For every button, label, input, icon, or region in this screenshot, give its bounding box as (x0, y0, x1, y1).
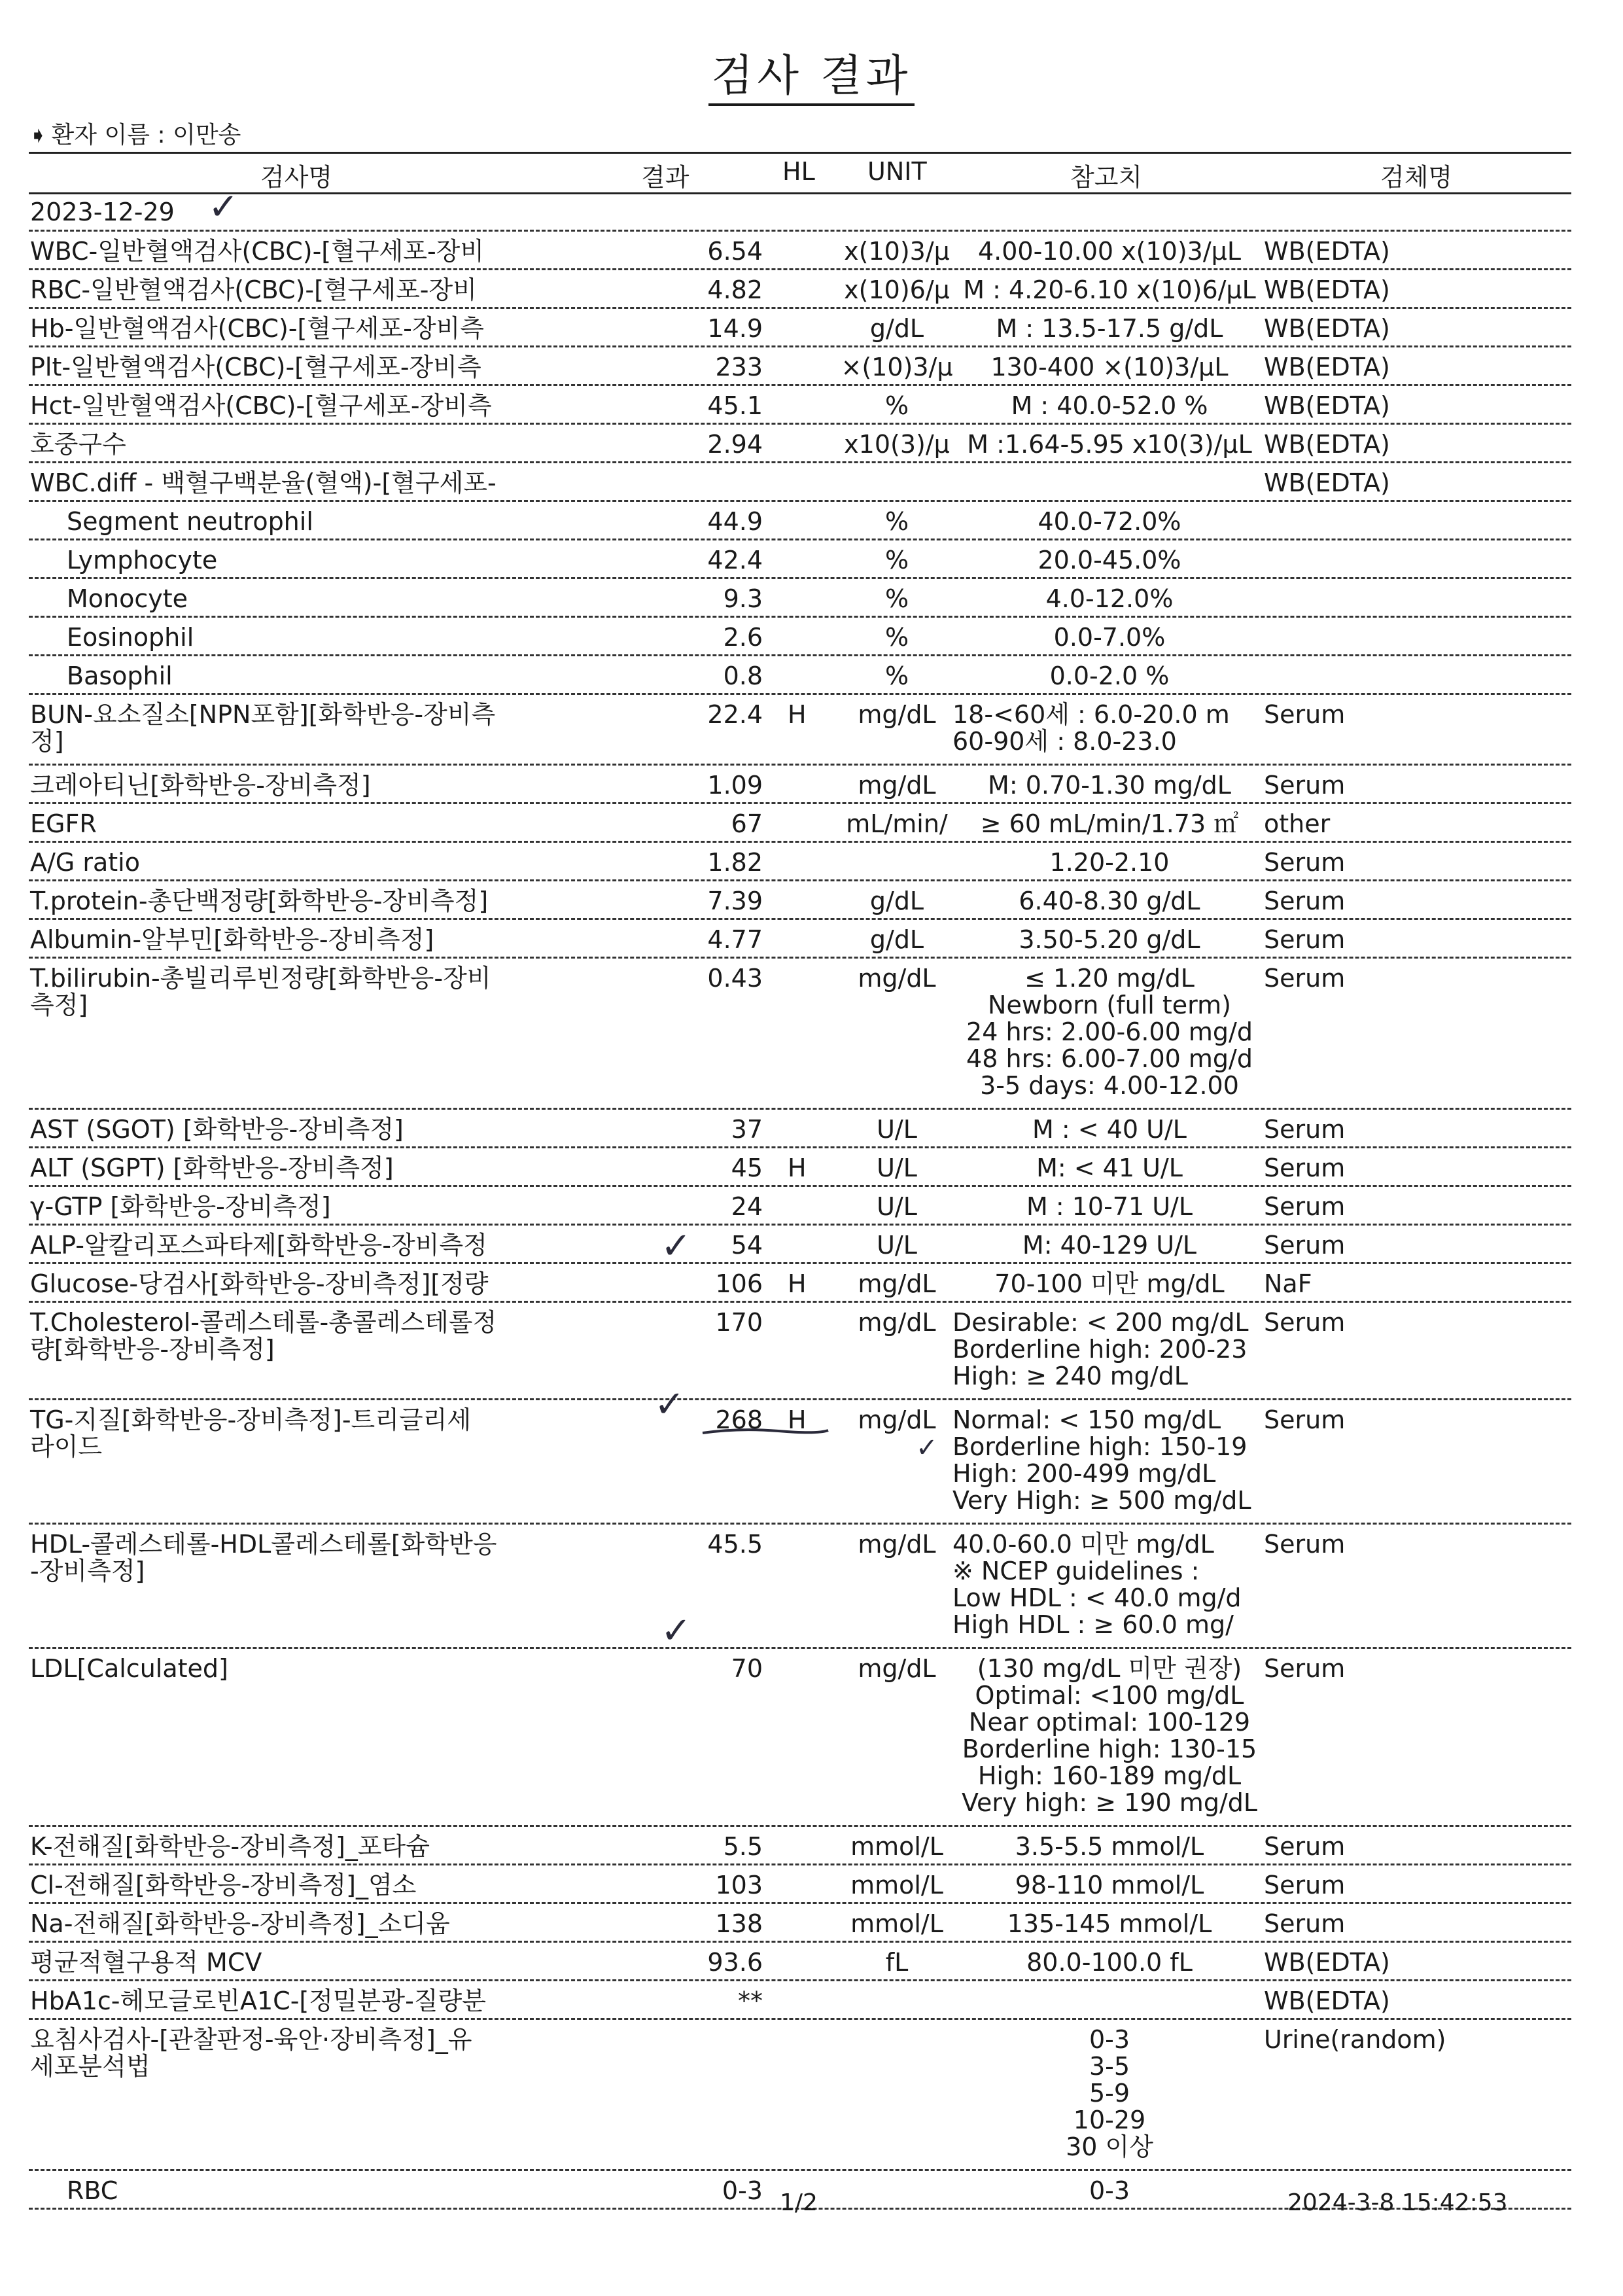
hl-flag: H (788, 1405, 807, 1434)
reference-range: 6.40-8.30 g/dL (1019, 887, 1200, 915)
test-name: K-전해질[화학반응-장비측정]_포타슘 (30, 1832, 430, 1861)
header-name: 검사명 (260, 163, 333, 192)
specimen: Serum (1264, 964, 1346, 993)
table-row (0, 232, 1623, 270)
handwritten-check-icon: ✓ (661, 1225, 691, 1267)
reference-range: 80.0-100.0 fL (1026, 1948, 1193, 1977)
test-name: Eosinophil (67, 623, 194, 652)
reference-range: Normal: < 150 mg/dL Borderline high: 150-19 High: 200-499 mg/dL Very High: ≥ 500 mg/dL (952, 1405, 1251, 1515)
table-row (0, 347, 1623, 386)
test-name: 크레아티닌[화학반응-장비측정] (30, 771, 371, 800)
table-row (0, 766, 1623, 804)
reference-range: M :1.64-5.95 x10(3)/μL (967, 430, 1252, 459)
test-name: EGFR (30, 809, 97, 838)
table-row (0, 579, 1623, 618)
unit: % (884, 623, 909, 652)
specimen: WB(EDTA) (1264, 237, 1390, 266)
result-value: 54 (731, 1231, 763, 1260)
reference-range: 40.0-72.0% (1038, 507, 1181, 536)
result-value: 6.54 (707, 237, 763, 266)
result-value: 24 (731, 1192, 763, 1221)
unit: mg/dL (858, 1405, 936, 1434)
date-row (0, 194, 1623, 232)
specimen: WB(EDTA) (1264, 353, 1390, 381)
table-row (0, 1303, 1623, 1400)
test-name: T.protein-총단백정량[화학반응-장비측정] (30, 887, 489, 915)
handwritten-underline (700, 1425, 831, 1438)
specimen: Serum (1264, 1192, 1346, 1221)
test-name: γ-GTP [화학반응-장비측정] (30, 1192, 331, 1221)
result-value: 4.77 (707, 925, 763, 954)
table-row (0, 309, 1623, 347)
test-name: ALT (SGPT) [화학반응-장비측정] (30, 1154, 394, 1182)
patient-line (29, 116, 241, 150)
specimen: Serum (1264, 1530, 1346, 1559)
test-name: Lymphocyte (67, 546, 218, 574)
table-header (0, 157, 1623, 190)
specimen: Serum (1264, 1154, 1346, 1182)
header-unit: UNIT (867, 157, 927, 186)
result-value: 106 (715, 1269, 763, 1298)
result-value: 67 (731, 809, 763, 838)
date-value: 2023-12-29 (30, 198, 175, 226)
table-row (0, 959, 1623, 1110)
result-value: 14.9 (707, 314, 763, 343)
test-name: Plt-일반혈액검사(CBC)-[혈구세포-장비측 (30, 353, 481, 381)
table-row (0, 540, 1623, 579)
reference-range: 4.00-10.00 x(10)3/μL (977, 237, 1241, 266)
table-row (0, 1865, 1623, 1904)
unit: g/dL (869, 887, 924, 915)
test-name: 평균적혈구용적 MCV (30, 1948, 262, 1977)
result-value: 233 (715, 353, 763, 381)
reference-range: 0-3 3-5 5-9 10-29 30 이상 (1066, 2025, 1153, 2161)
reference-range: 40.0-60.0 미만 mg/dL ※ NCEP guidelines : Low HDL : < 40.0 mg/d High HDL : ≥ 60.0 mg/ (952, 1530, 1242, 1639)
specimen: WB(EDTA) (1264, 275, 1390, 304)
hl-flag: H (788, 700, 807, 729)
reference-range: 3.50-5.20 g/dL (1019, 925, 1200, 954)
test-name: WBC.diff - 백혈구백분율(혈액)-[혈구세포- (30, 468, 497, 497)
header-top-rule (29, 152, 1571, 154)
unit: mg/dL (858, 964, 936, 993)
page-number: 1/2 (780, 2189, 818, 2216)
unit: ×(10)3/μ (841, 353, 953, 381)
header-hl: HL (782, 157, 815, 186)
specimen: Serum (1264, 1832, 1346, 1861)
specimen: Serum (1264, 1654, 1346, 1683)
specimen: Serum (1264, 925, 1346, 954)
reference-range: 0.0-2.0 % (1049, 662, 1170, 690)
unit: mg/dL (858, 1308, 936, 1337)
reference-range: 3.5-5.5 mmol/L (1015, 1832, 1204, 1861)
unit: % (884, 584, 909, 613)
unit: % (884, 662, 909, 690)
test-name: BUN-요소질소[NPN포함][화학반응-장비측 정] (30, 700, 496, 756)
unit: U/L (877, 1192, 917, 1221)
test-name: Segment neutrophil (67, 507, 313, 536)
result-value: 170 (715, 1308, 763, 1337)
table-row (0, 502, 1623, 540)
unit: x10(3)/μ (844, 430, 950, 459)
table-row (0, 1264, 1623, 1303)
reference-range: 98-110 mmol/L (1015, 1871, 1204, 1899)
result-value: 70 (731, 1654, 763, 1683)
reference-range: Desirable: < 200 mg/dL Borderline high: 200-23 High: ≥ 240 mg/dL (952, 1308, 1249, 1390)
table-row (0, 695, 1623, 766)
reference-range: M : 13.5-17.5 g/dL (996, 314, 1223, 343)
specimen: other (1264, 809, 1331, 838)
reference-range: 135-145 mmol/L (1007, 1909, 1212, 1938)
test-name: ALP-알칼리포스파타제[화학반응-장비측정 (30, 1231, 487, 1260)
result-value: 1.09 (707, 771, 763, 800)
specimen: WB(EDTA) (1264, 468, 1390, 497)
table-row (0, 1148, 1623, 1187)
table-row (0, 804, 1623, 843)
specimen: Serum (1264, 887, 1346, 915)
unit: mmol/L (850, 1909, 943, 1938)
test-name: Na-전해질[화학반응-장비측정]_소디움 (30, 1909, 450, 1938)
header-result: 결과 (641, 163, 689, 192)
specimen: Urine(random) (1264, 2025, 1446, 2054)
unit: U/L (877, 1154, 917, 1182)
reference-range: M: 40-129 U/L (1022, 1231, 1197, 1260)
specimen: NaF (1264, 1269, 1312, 1298)
unit: mmol/L (850, 1871, 943, 1899)
specimen: WB(EDTA) (1264, 1987, 1390, 2015)
result-value: 37 (731, 1115, 763, 1144)
result-value: 4.82 (707, 275, 763, 304)
specimen: Serum (1264, 1909, 1346, 1938)
table-row (0, 1827, 1623, 1865)
unit: x(10)6/μ (844, 275, 950, 304)
test-name: 요침사검사-[관찰판정-육안·장비측정]_유 세포분석법 (30, 2025, 472, 2081)
table-row (0, 1110, 1623, 1148)
arrow-bullet-icon: ➧ (29, 122, 48, 149)
table-row (0, 1400, 1623, 1525)
specimen: WB(EDTA) (1264, 1948, 1390, 1977)
reference-range: (130 mg/dL 미만 권장) Optimal: <100 mg/dL Near optimal: 100-129 Borderline high: 130-15 High: 160-189 mg/dL Very high: ≥ 190 mg/dL (961, 1654, 1258, 1817)
reference-range: 1.20-2.10 (1049, 848, 1170, 877)
result-value: 45.1 (707, 391, 763, 420)
test-name: RBC (67, 2176, 118, 2205)
result-value: 9.3 (723, 584, 763, 613)
reference-range: M : 10-71 U/L (1026, 1192, 1193, 1221)
test-name: Albumin-알부민[화학반응-장비측정] (30, 925, 434, 954)
table-row (0, 1943, 1623, 1981)
result-value: 93.6 (707, 1948, 763, 1977)
test-name: HbA1c-헤모글로빈A1C-[정밀분광-질량분 (30, 1987, 486, 2015)
specimen: Serum (1264, 1115, 1346, 1144)
reference-range: 70-100 미만 mg/dL (994, 1269, 1225, 1298)
table-row (0, 843, 1623, 881)
unit: % (884, 507, 909, 536)
handwritten-check-icon: ✓ (916, 1433, 938, 1463)
table-row (0, 1649, 1623, 1827)
table-row (0, 881, 1623, 920)
result-value: 0.8 (723, 662, 763, 690)
test-name: Basophil (67, 662, 173, 690)
unit: g/dL (869, 925, 924, 954)
specimen: WB(EDTA) (1264, 391, 1390, 420)
result-value: 0-3 (722, 2176, 763, 2205)
result-value: 44.9 (707, 507, 763, 536)
result-value: ** (738, 1987, 763, 2015)
unit: % (884, 546, 909, 574)
result-value: 7.39 (707, 887, 763, 915)
reference-range: M: 0.70-1.30 mg/dL (988, 771, 1231, 800)
test-name: TG-지질[화학반응-장비측정]-트리글리세 라이드 (30, 1405, 472, 1461)
reference-range: M : 40.0-52.0 % (1011, 391, 1208, 420)
specimen: Serum (1264, 700, 1346, 729)
result-value: 45.5 (707, 1530, 763, 1559)
test-name: A/G ratio (30, 848, 140, 877)
test-name: Cl-전해질[화학반응-장비측정]_염소 (30, 1871, 417, 1899)
patient-label: 환자 이름 : 이만송 (51, 122, 241, 149)
table-row (0, 1525, 1623, 1649)
unit: mg/dL (858, 700, 936, 729)
header-ref: 참고치 (1070, 163, 1143, 192)
unit: fL (885, 1948, 909, 1977)
specimen: WB(EDTA) (1264, 314, 1390, 343)
handwritten-check-icon: ✓ (654, 1383, 685, 1426)
header-specimen: 검체명 (1380, 163, 1453, 192)
result-value: 103 (715, 1871, 763, 1899)
test-name: Hb-일반혈액검사(CBC)-[혈구세포-장비측 (30, 314, 484, 343)
result-value: 268 (715, 1405, 763, 1434)
table-row (0, 656, 1623, 695)
reference-range: ≥ 60 mL/min/1.73 ㎡ (980, 809, 1239, 838)
handwritten-check-icon: ✓ (661, 1610, 691, 1652)
unit: mg/dL (858, 771, 936, 800)
result-value: 45 (731, 1154, 763, 1182)
unit: mL/min/ (846, 809, 948, 838)
result-value: 138 (715, 1909, 763, 1938)
test-name: RBC-일반혈액검사(CBC)-[혈구세포-장비 (30, 275, 477, 304)
table-row (0, 270, 1623, 309)
specimen: Serum (1264, 1308, 1346, 1337)
hl-flag: H (788, 1269, 807, 1298)
result-value: 1.82 (707, 848, 763, 877)
unit: U/L (877, 1231, 917, 1260)
print-timestamp: 2024-3-8 15:42:53 (1287, 2189, 1508, 2216)
reference-range: 0.0-7.0% (1053, 623, 1166, 652)
table-row (0, 1187, 1623, 1226)
test-name: Monocyte (67, 584, 188, 613)
unit: g/dL (869, 314, 924, 343)
unit: mg/dL (858, 1269, 936, 1298)
result-value: 0.43 (707, 964, 763, 993)
result-value: 5.5 (723, 1832, 763, 1861)
reference-range: 20.0-45.0% (1038, 546, 1181, 574)
reference-range: M : < 40 U/L (1032, 1115, 1187, 1144)
result-value: 42.4 (707, 546, 763, 574)
result-value: 2.94 (707, 430, 763, 459)
specimen: Serum (1264, 848, 1346, 877)
handwritten-check-icon: ✓ (208, 186, 239, 228)
table-row (0, 1904, 1623, 1943)
specimen: Serum (1264, 1231, 1346, 1260)
test-name: LDL[Calculated] (30, 1654, 228, 1683)
table-row (0, 425, 1623, 463)
test-name: WBC-일반혈액검사(CBC)-[혈구세포-장비 (30, 237, 485, 266)
reference-range: 4.0-12.0% (1045, 584, 1174, 613)
specimen: Serum (1264, 771, 1346, 800)
test-name: HDL-콜레스테롤-HDL콜레스테롤[화학반응 -장비측정] (30, 1530, 497, 1585)
results-table (0, 194, 1623, 2210)
unit: mmol/L (850, 1832, 943, 1861)
test-name: T.bilirubin-총빌리루빈정량[화학반응-장비 측정] (30, 964, 491, 1019)
unit: % (884, 391, 909, 420)
specimen: Serum (1264, 1405, 1346, 1434)
test-name: T.Cholesterol-콜레스테롤-총콜레스테롤정 량[화학반응-장비측정] (30, 1308, 497, 1364)
test-name: Hct-일반혈액검사(CBC)-[혈구세포-장비측 (30, 391, 492, 420)
unit: U/L (877, 1115, 917, 1144)
reference-range: M : 4.20-6.10 x(10)6/μL (963, 275, 1256, 304)
reference-range: ≤ 1.20 mg/dL Newborn (full term) 24 hrs: 2.00-6.00 mg/d 48 hrs: 6.00-7.00 mg/d 3-5 days: 4.00-12.00 (966, 964, 1253, 1100)
specimen: WB(EDTA) (1264, 430, 1390, 459)
reference-range: 18-<60세 : 6.0-20.0 m 60-90세 : 8.0-23.0 (952, 700, 1230, 756)
test-name: Glucose-당검사[화학반응-장비측정][정량 (30, 1269, 489, 1298)
test-name: AST (SGOT) [화학반응-장비측정] (30, 1115, 404, 1144)
unit: mg/dL (858, 1530, 936, 1559)
table-row (0, 1226, 1623, 1264)
table-row (0, 618, 1623, 656)
result-value: 22.4 (707, 700, 763, 729)
table-row (0, 920, 1623, 959)
specimen: Serum (1264, 1871, 1346, 1899)
reference-range: 0-3 (1089, 2176, 1130, 2205)
page-title: 검사 결과 (0, 41, 1623, 103)
unit: x(10)3/μ (844, 237, 950, 266)
table-row (0, 463, 1623, 502)
unit: mg/dL (858, 1654, 936, 1683)
reference-range: M: < 41 U/L (1036, 1154, 1183, 1182)
table-row (0, 386, 1623, 425)
result-value: 2.6 (723, 623, 763, 652)
hl-flag: H (788, 1154, 807, 1182)
table-row (0, 1981, 1623, 2020)
reference-range: 130-400 ×(10)3/μL (990, 353, 1229, 381)
table-row (0, 2020, 1623, 2171)
test-name: 호중구수 (30, 430, 126, 459)
